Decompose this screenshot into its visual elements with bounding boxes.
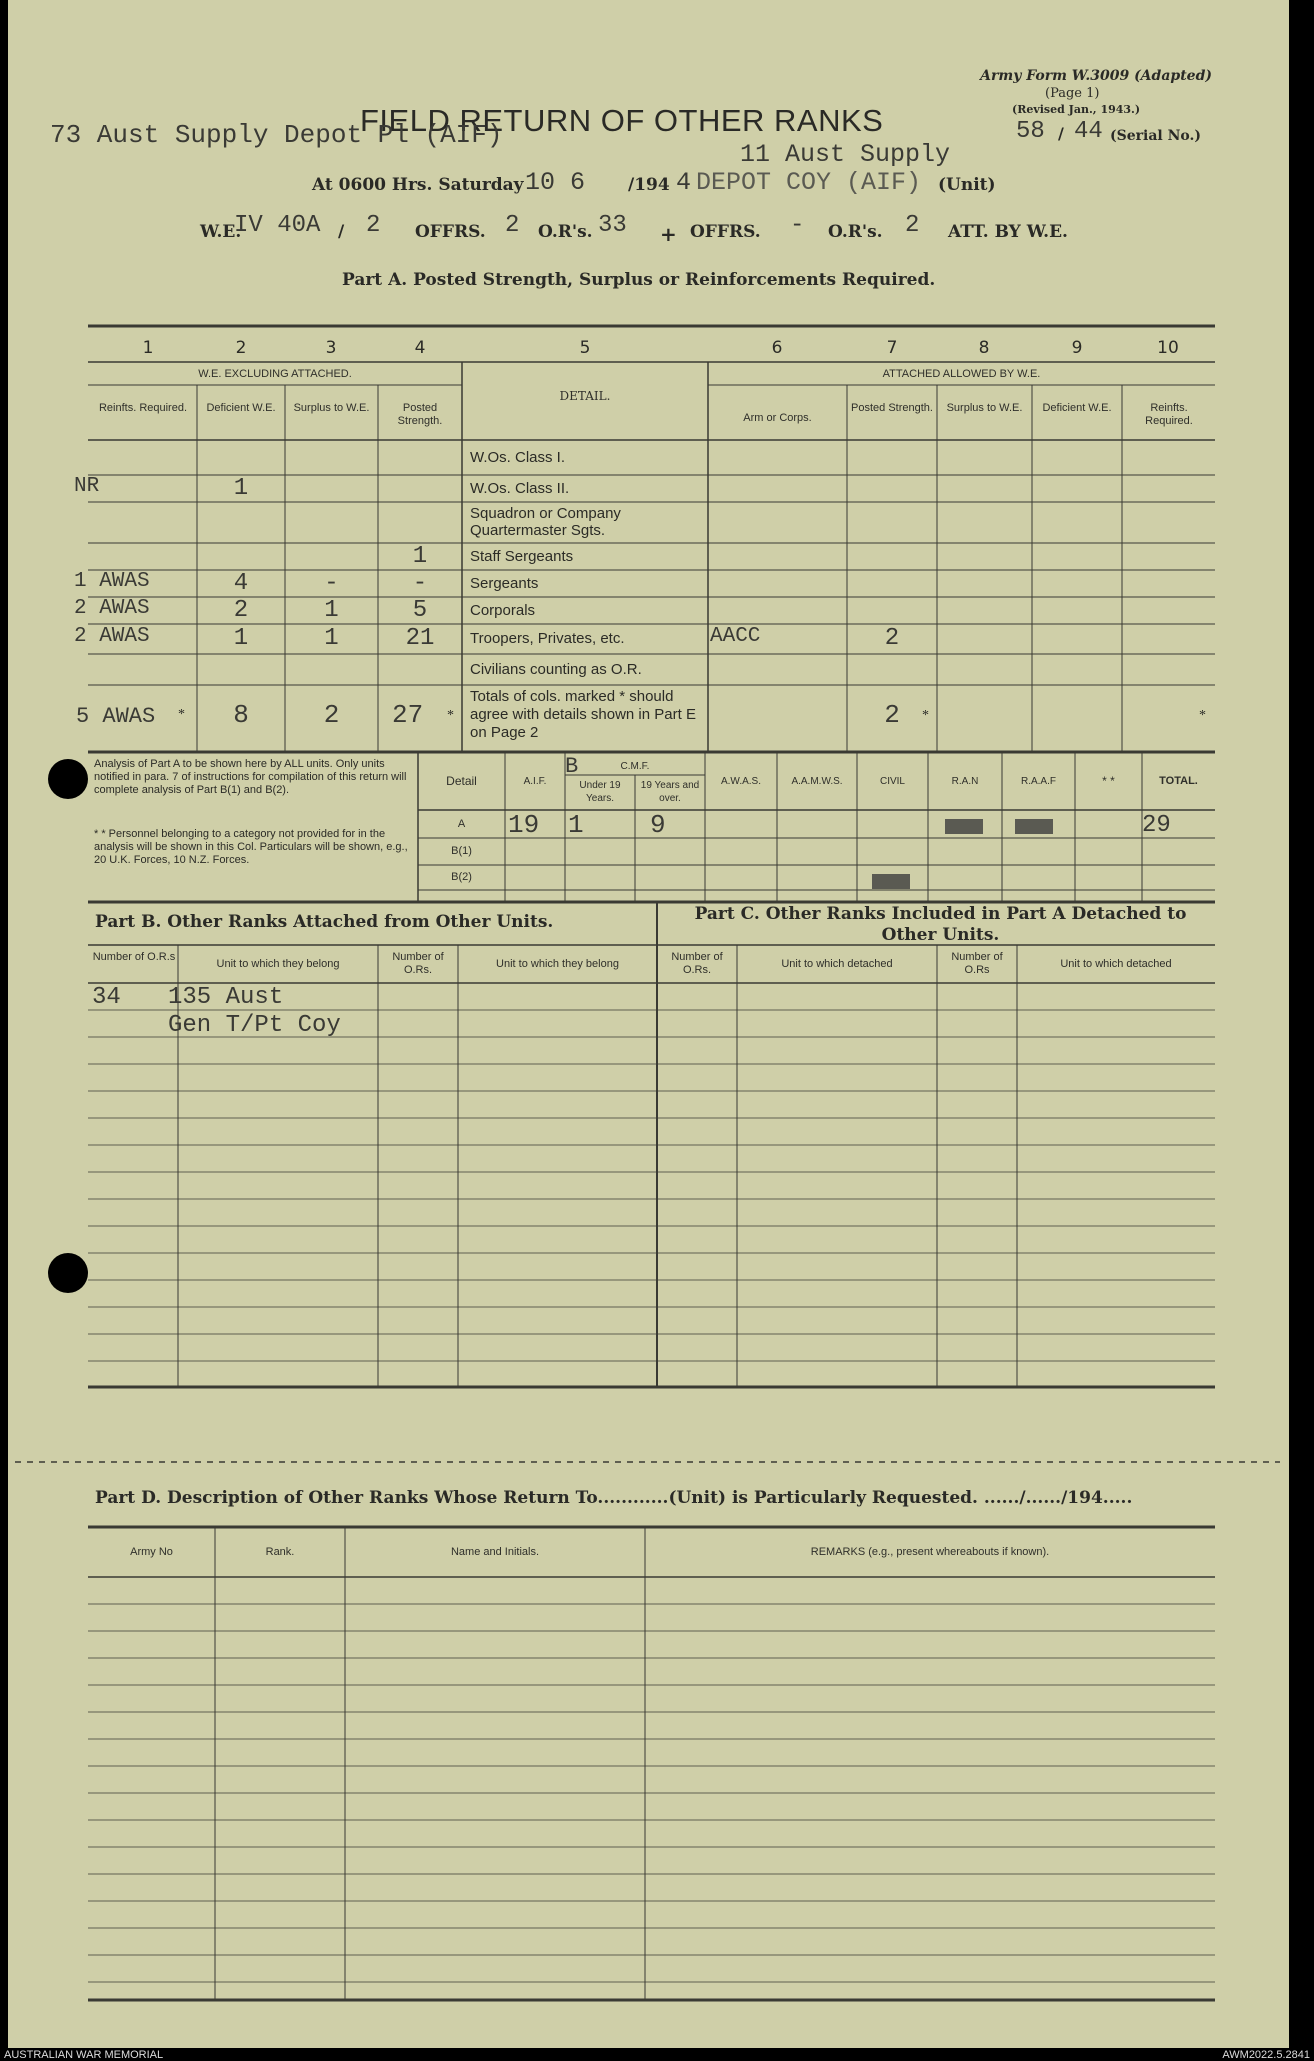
part-b-entry-unit-1: 135 Aust — [168, 984, 284, 1011]
analysis-detail-label: Detail — [446, 774, 477, 788]
group-left-header: W.E. EXCLUDING ATTACHED. — [198, 368, 352, 380]
plus-sign: + — [660, 222, 677, 246]
totals-c2: 8 — [233, 700, 249, 730]
totals-star-7: * — [922, 708, 929, 723]
ors-label: O.R's. — [538, 222, 593, 242]
row-c1: 1 AWAS — [74, 569, 150, 593]
hdr-posted-left: Posted Strength. — [397, 402, 443, 427]
row-detail: Sergeants — [470, 574, 539, 592]
serial-b: 44 — [1074, 118, 1103, 145]
totals-c1: 5 AWAS — [76, 704, 156, 729]
hdr-reinfts-left: Reinfts. Required. — [98, 402, 188, 414]
row-detail: Corporals — [470, 601, 536, 619]
hdr-reinfts-right: Reinfts. Required. — [1145, 402, 1193, 427]
row-detail: Troopers, Privates, etc. — [470, 630, 625, 647]
row-c4: 1 — [412, 542, 428, 570]
row-c2: 1 — [233, 474, 249, 502]
serial-no-label: (Serial No.) — [1110, 128, 1201, 144]
part-b-hdr-number-2: Number of O.Rs. — [392, 951, 444, 976]
we-label: W.E. — [200, 222, 242, 242]
analysis-total: TOTAL. — [1159, 775, 1198, 787]
group-right-header: ATTACHED ALLOWED BY W.E. — [882, 368, 1041, 380]
totals-star-4: * — [447, 708, 454, 723]
totals-star-10: * — [1199, 708, 1206, 723]
row-c2: 4 — [233, 569, 249, 597]
we-typed-2: 2 — [366, 212, 381, 239]
part-c-hdr-unit-2: Unit to which detached — [1060, 958, 1172, 970]
row-c2: 2 — [233, 596, 249, 624]
analysis-other: * * — [1102, 774, 1115, 788]
hdr-posted-right: Posted Strength. — [851, 402, 933, 414]
footer-left: AUSTRALIAN WAR MEMORIAL — [4, 2049, 164, 2061]
analysis-a-aif: 19 — [508, 810, 540, 840]
totals-c3: 2 — [323, 700, 340, 730]
hdr-deficient-left: Deficient W.E. — [206, 402, 276, 414]
part-d-hdr-rank: Rank. — [265, 1546, 295, 1558]
hdr-surplus-left: Surplus to W.E. — [293, 402, 370, 414]
row-c4: 5 — [412, 596, 428, 624]
att-label: ATT. BY W.E. — [948, 222, 1068, 242]
ran-redaction — [945, 819, 983, 834]
row-detail: Civilians counting as O.R. — [470, 660, 642, 678]
year-prefix: /194 — [628, 175, 670, 195]
detail-header: DETAIL. — [559, 389, 611, 403]
at-label: At 0600 Hrs. Saturday — [312, 175, 524, 195]
row-c4: - — [412, 569, 428, 597]
analysis-cmf-over19: 19 Years and over. — [640, 780, 700, 804]
date-typed: 10 6 — [525, 168, 586, 197]
ors-value: 33 — [598, 212, 627, 239]
analysis-note-2: * * Personnel belonging to a category not provided for in the analysis will be shown in this Col. Particulars will be shown, e.g., 20 U.K. Forces, 10 N.Z. Forces. — [94, 828, 408, 866]
part-b-hdr-number-1: Number of O.R.s — [92, 951, 176, 963]
hdr-arm-corps: Arm or Corps. — [743, 412, 812, 424]
row-c7: 2 — [884, 625, 900, 652]
hdr-deficient-right: Deficient W.E. — [1042, 402, 1112, 414]
civil-redaction — [872, 874, 910, 889]
analysis-aif: A.I.F. — [523, 776, 547, 787]
part-c-hdr-unit-1: Unit to which detached — [781, 958, 893, 970]
analysis-row-b1: B(1) — [451, 845, 472, 857]
totals-star-1: * — [178, 707, 185, 722]
row-c6: AACC — [710, 625, 761, 648]
analysis-cmf-typed: B — [565, 754, 579, 779]
row-detail: W.Os. Class II. — [470, 479, 570, 497]
ors-value-2: 2 — [905, 212, 920, 239]
part-b-hdr-unit-2: Unit to which they belong — [496, 958, 619, 970]
row-c4: 21 — [405, 625, 435, 652]
totals-c7: 2 — [884, 700, 900, 730]
column-number: 8 — [978, 338, 990, 358]
offrs-value-2: - — [790, 212, 805, 239]
row-c2: 1 — [233, 625, 249, 652]
part-c-hdr-number-2: Number of O.Rs — [951, 951, 1003, 976]
part-c-hdr-number-1: Number of O.Rs. — [671, 951, 723, 976]
row-c3: 1 — [324, 596, 339, 624]
part-a-title: Part A. Posted Strength, Surplus or Reinforcements Required. — [342, 270, 936, 290]
revised-label: (Revised Jan., 1943.) — [1012, 103, 1141, 116]
analysis-a-cmf-under19: 1 — [568, 810, 584, 840]
unit-typed-2: 11 Aust Supply — [740, 140, 951, 169]
analysis-row-b2: B(2) — [451, 871, 472, 883]
column-number: 9 — [1071, 338, 1083, 358]
analysis-a-total: 29 — [1142, 812, 1171, 839]
serial-a: 58 — [1016, 118, 1045, 145]
part-b-hdr-unit-1: Unit to which they belong — [216, 958, 340, 970]
offrs-label-2: OFFRS. — [690, 222, 761, 242]
analysis-cmf-under19: Under 19 Years. — [579, 780, 621, 804]
row-c1: NR — [74, 474, 100, 498]
offrs-value: 2 — [505, 212, 520, 239]
part-d-title: Part D. Description of Other Ranks Whose Return To............(Unit) is Particularly Requested. ....../....../194..... — [95, 1488, 1133, 1508]
hdr-surplus-right: Surplus to W.E. — [946, 402, 1023, 414]
unit-line-typed: DEPOT COY (AIF) — [696, 168, 922, 197]
part-b-entry-unit-2: Gen T/Pt Coy — [168, 1012, 341, 1039]
raaf-redaction — [1015, 819, 1053, 834]
row-detail: W.Os. Class I. — [470, 448, 566, 466]
column-number: 10 — [1157, 338, 1179, 358]
column-number: 3 — [325, 338, 337, 358]
footer-right: AWM2022.5.2841 — [1222, 2049, 1310, 2061]
part-d-hdr-army-no: Army No — [130, 1546, 173, 1558]
year-typed: 4 — [676, 168, 692, 197]
we-typed: IV 40A — [234, 212, 321, 239]
part-d-hdr-name: Name and Initials. — [450, 1546, 540, 1558]
row-detail: Staff Sergeants — [470, 547, 574, 565]
analysis-cmf: C.M.F. — [620, 761, 650, 772]
column-number: 7 — [886, 338, 898, 358]
analysis-aamws: A.A.M.W.S. — [791, 776, 843, 787]
part-b-entry-number: 34 — [92, 984, 121, 1011]
column-number: 1 — [142, 338, 154, 358]
analysis-raaf: R.A.A.F — [1020, 776, 1056, 787]
page-label: (Page 1) — [1045, 86, 1100, 101]
column-number: 6 — [771, 338, 783, 358]
part-d-hdr-remarks: REMARKS (e.g., present whereabouts if known). — [810, 1546, 1050, 1558]
totals-detail: Totals of cols. marked * should agree with details shown in Part E on Page 2 — [470, 688, 696, 741]
analysis-note-1: Analysis of Part A to be shown here by ALL units. Only units notified in para. 7 of instructions for compilation of this return will complete analysis of Part B(1) and B(2). — [94, 758, 407, 796]
row-c1: 2 AWAS — [74, 625, 150, 648]
offrs-label: OFFRS. — [415, 222, 486, 242]
we-slash: / — [338, 222, 345, 242]
column-number: 2 — [235, 338, 247, 358]
row-detail: Squadron or Company Quartermaster Sgts. — [470, 505, 621, 539]
column-number: 4 — [414, 338, 426, 358]
unit-label: (Unit) — [938, 175, 996, 195]
column-number: 5 — [579, 338, 591, 358]
row-c3: 1 — [324, 625, 339, 652]
unit-typed: 73 Aust Supply Depot Pl (AIF) — [50, 120, 503, 150]
totals-c4: 27 — [392, 700, 424, 730]
ors-label-2: O.R's. — [828, 222, 883, 242]
analysis-civil: CIVIL — [879, 776, 905, 787]
army-form-label: Army Form W.3009 (Adapted) — [980, 68, 1212, 84]
analysis-ran: R.A.N — [951, 776, 979, 787]
form-title: FIELD RETURN OF OTHER RANKS — [360, 103, 884, 138]
analysis-row-a: A — [457, 818, 466, 830]
part-c-title: Part C. Other Ranks Included in Part A Detached to Other Units. — [694, 904, 1187, 945]
analysis-a-cmf-over19: 9 — [650, 810, 666, 840]
part-b-title: Part B. Other Ranks Attached from Other Units. — [95, 912, 554, 932]
analysis-awas: A.W.A.S. — [720, 776, 761, 787]
row-c3: - — [324, 569, 339, 597]
row-c1: 2 AWAS — [74, 596, 150, 620]
